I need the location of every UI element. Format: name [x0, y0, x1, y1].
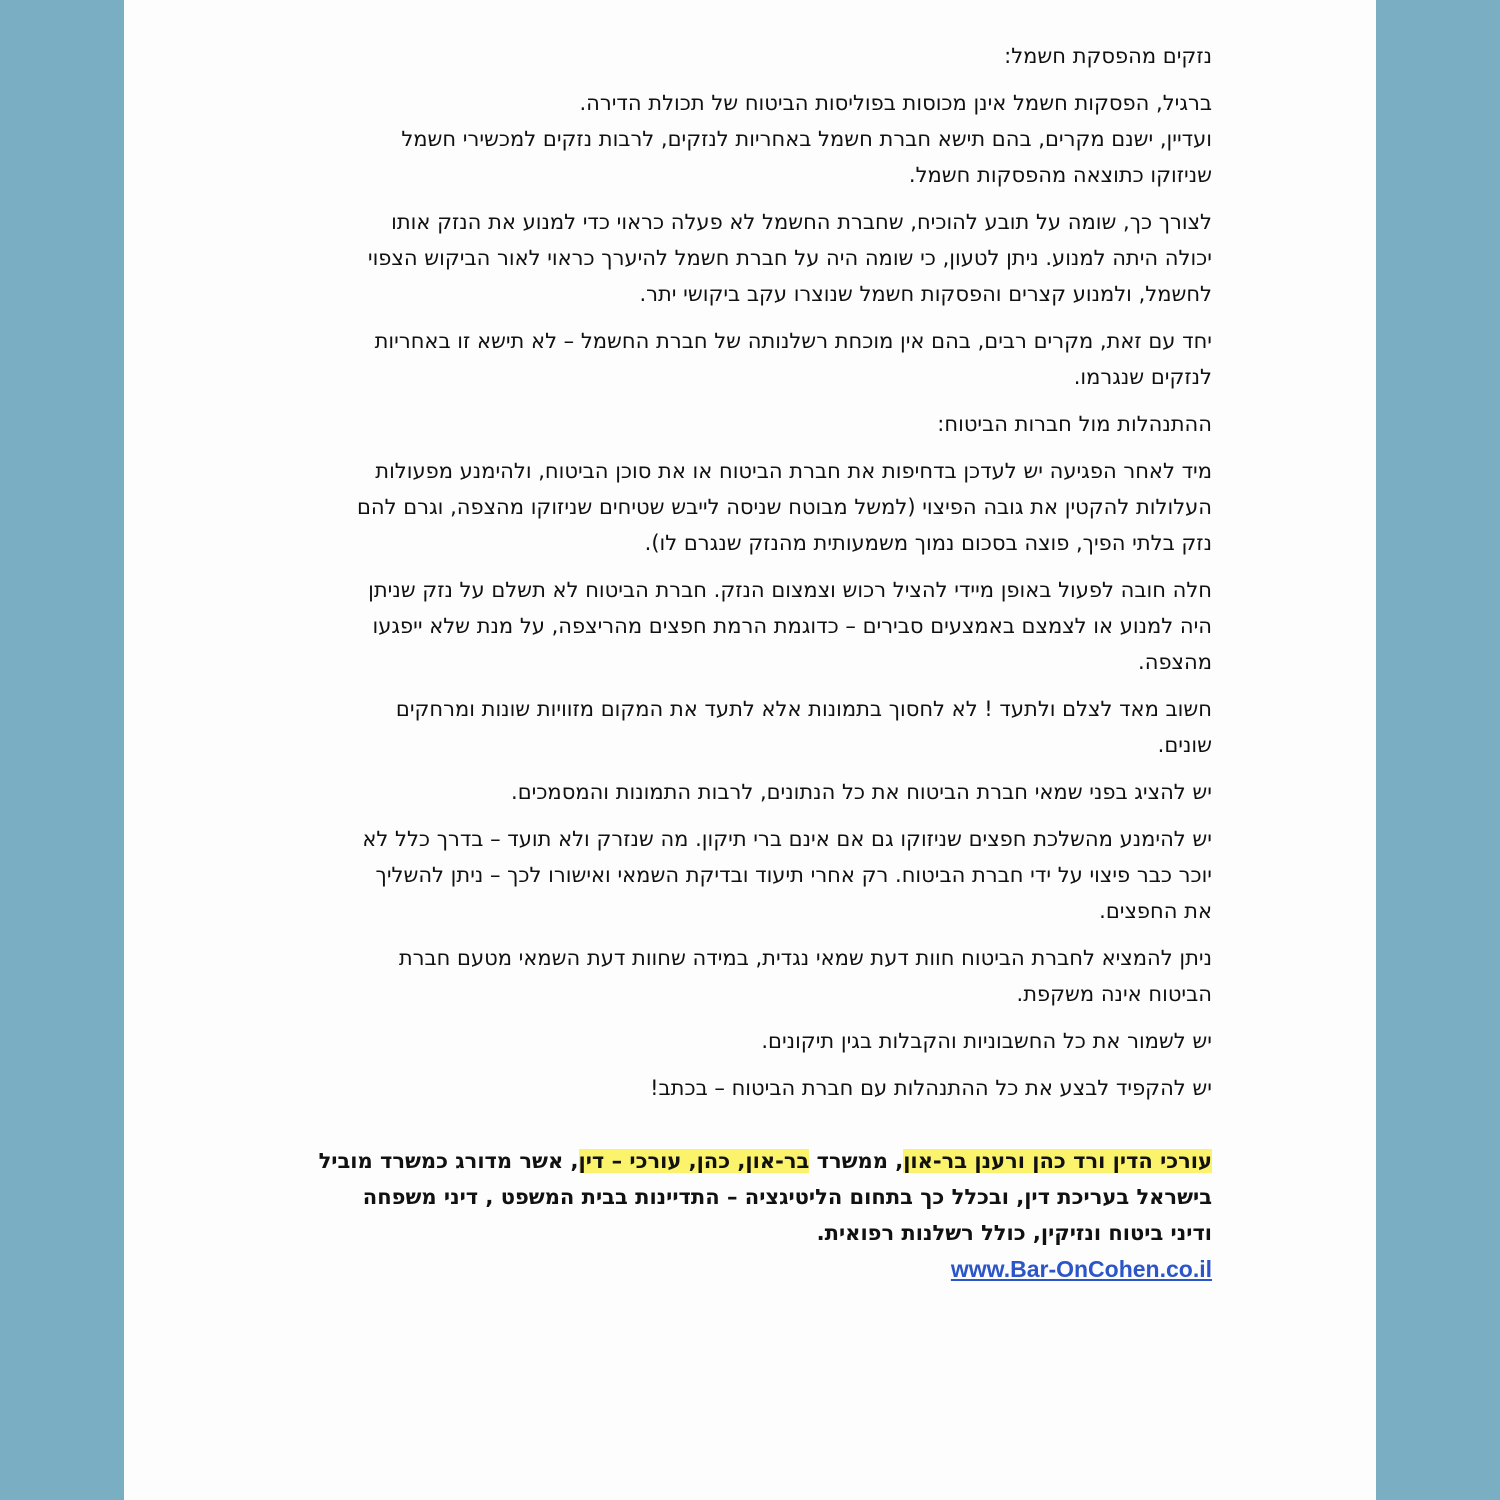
text-line: את החפצים.: [1099, 899, 1212, 923]
text-line: לחשמל, ולמנוע קצרים והפסקות חשמל שנוצרו עקב ביקושי יתר.: [639, 282, 1212, 306]
text-line: יש להציג בפני שמאי חברת הביטוח את כל הנתונים, לרבות התמונות והמסמכים.: [511, 780, 1212, 804]
text-line: יש להימנע מהשלכת חפצים שניזוקו גם אם אינם ברי תיקון. מה שנזרק ולא תועד – בדרך כלל לא: [362, 827, 1212, 851]
paragraph: [294, 406, 1212, 442]
paragraph: [294, 1070, 1212, 1106]
document-page: [124, 0, 1376, 1500]
text-line: יש לשמור את כל החשבוניות והקבלות בגין תיקונים.: [761, 1029, 1212, 1053]
paragraph: [294, 691, 1212, 763]
text-line: חשוב מאד לצלם ולתעד ! לא לחסוך בתמונות אלא לתעד את המקום מזוויות שונות ומרחקים: [395, 697, 1212, 721]
text-line: חלה חובה לפעול באופן מיידי להציל רכוש וצמצום הנזק. חברת הביטוח לא תשלם על נזק שניתן: [368, 578, 1212, 602]
paragraph: [294, 204, 1212, 312]
text-line: שניזוקו כתוצאה מהפסקות חשמל.: [908, 163, 1212, 187]
text-line: יוכר כבר פיצוי על ידי חברת הביטוח. רק אחרי תיעוד ובדיקת השמאי ואישורו לכך – ניתן להשליך: [375, 863, 1212, 887]
signature-line-3: ודיני ביטוח ונזיקין, כולל רשלנות רפואית.: [816, 1221, 1212, 1245]
text-line: מהצפה.: [1138, 650, 1212, 674]
signature-line-2: בישראל בעריכת דין, ובכלל כך בתחום הליטיגציה – התדיינות בבית המשפט , דיני משפחה: [362, 1185, 1212, 1209]
paragraph: [294, 821, 1212, 929]
text-line: העלולות להקטין את גובה הפיצוי (למשל מבוטח שניסה לייבש שטיחים שניזוקו מהצפה, וגרם להם: [356, 495, 1212, 519]
paragraph-list: [294, 38, 1212, 1106]
paragraph: [294, 572, 1212, 680]
signature-text: , אשר מדורג כמשרד מוביל: [318, 1149, 579, 1173]
signature-text: , ממשרד: [809, 1149, 904, 1173]
text-line: מיד לאחר הפגיעה יש לעדכן בדחיפות את חברת הביטוח או את סוכן הביטוח, ולהימנע מפעולות: [375, 459, 1212, 483]
paragraph: [294, 1023, 1212, 1059]
text-line: יכולה היתה למנוע. ניתן לטעון, כי שומה היה על חברת חשמל להיערך כראוי לאור הביקוש הצפוי: [367, 246, 1212, 270]
text-line: היה למנוע או לצמצם באמצעים סבירים – כדוגמת הרמת חפצים מהריצפה, על מנת שלא ייפגעו: [372, 614, 1212, 638]
text-line: ניתן להמציא לחברת הביטוח חוות דעת שמאי נגדית, במידה שחוות דעת השמאי מטעם חברת: [398, 946, 1212, 970]
text-line: ברגיל, הפסקות חשמל אינן מכוסות בפוליסות הביטוח של תכולת הדירה.: [579, 91, 1212, 115]
text-line: הביטוח אינה משקפת.: [1016, 982, 1212, 1006]
text-line: יש להקפיד לבצע את כל ההתנהלות עם חברת הביטוח – בכתב!: [650, 1076, 1212, 1100]
signature-line-1: [294, 1143, 1212, 1179]
paragraph: [294, 774, 1212, 810]
paragraph: [294, 85, 1212, 193]
text-line: ועדיין, ישנם מקרים, בהם תישא חברת חשמל באחריות לנזקים, לרבות נזקים למכשירי חשמל: [401, 127, 1212, 151]
paragraph: [294, 38, 1212, 74]
text-line: נזקים מהפסקת חשמל:: [1004, 44, 1212, 68]
paragraph: [294, 940, 1212, 1012]
text-line: נזק בלתי הפיך, פוצה בסכום נמוך משמעותית מהנזק שנגרם לו).: [644, 531, 1212, 555]
text-line: יחד עם זאת, מקרים רבים, בהם אין מוכחת רשלנותה של חברת החשמל – לא תישא זו באחריות: [374, 329, 1212, 353]
text-line: שונים.: [1157, 733, 1212, 757]
document-body: [294, 38, 1212, 1287]
website-link[interactable]: www.Bar-OnCohen.co.il: [950, 1256, 1212, 1282]
paragraph: [294, 323, 1212, 395]
signature-block: [294, 1143, 1212, 1287]
firm-name: בר-און, כהן, עורכי – דין: [578, 1149, 810, 1173]
text-line: ההתנהלות מול חברות הביטוח:: [937, 412, 1212, 436]
text-line: לצורך כך, שומה על תובע להוכיח, שחברת החשמל לא פעלה כראוי כדי למנוע את הנזק אותו: [391, 210, 1212, 234]
paragraph: [294, 453, 1212, 561]
text-line: לנזקים שנגרמו.: [1073, 365, 1212, 389]
lawyers-names: עורכי הדין ורד כהן ורענן בר-און: [903, 1149, 1212, 1173]
